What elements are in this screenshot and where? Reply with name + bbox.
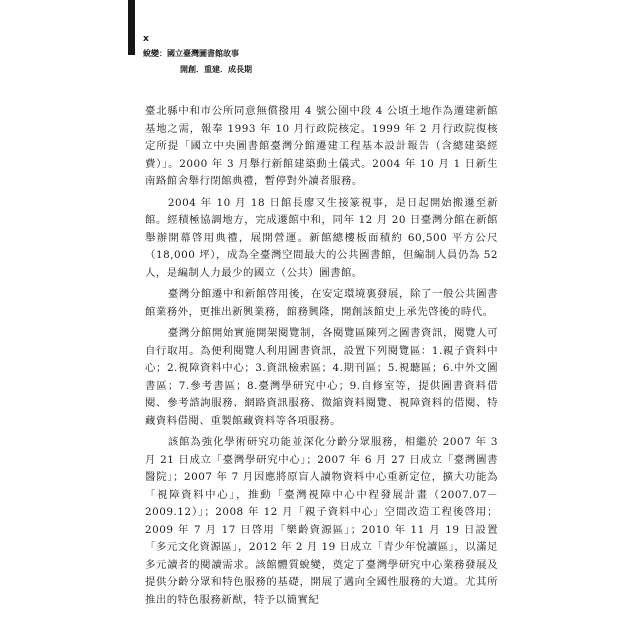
paragraph: 該館為強化學術研究功能並深化分齡分眾服務，相繼於 2007 年 3 月 21 日成立「臺灣學研究中心」；2007 年 6 月 27 日成立「臺灣圖書醫院」；2007 年 7 月因應將原盲人讀物資料中心重新定位，擴大功能為「視障資料中心」，推動「臺灣視障中心中程發展計畫（2007.07－2009.12）」；2008 年 12 月「親子資料中心」空間改造工程後啓用；2009 年 7 月 17 日啓用「樂齡資源區」；2010 年 11 月 19 日設置「多元文化資源區」，2012 年 2 月 19 日成立「青少年悅讀區」，以滿足多元讀者的閱讀需求。該館體質蛻變，奠定了臺灣學研究中心業務發展及提供分齡分眾和特色服務的基礎，開展了邁向全國性服務的大道。尤其所推出的特色服務新猷，特予以簡實紀 xyxy=(145,436,498,606)
page-edge-tab xyxy=(128,0,135,55)
running-head-subtitle: 開創．重建．成長期 xyxy=(180,65,252,74)
page-number: x xyxy=(143,34,149,44)
paragraph: 2004 年 10 月 18 日館長廖又生接篆視事，是日起開始搬遷至新館。經積極協調地方，完成遷館中和，同年 12 月 20 日臺灣分館在新館舉辦開幕啓用典禮，展開營運。新館總樓板面積約 60,500 平方公尺（18,000 坪），成為全臺灣空間最大的公共圖書館，但編制人員仍為 52 人，是編制人力最少的國立（公共）圖書館。 xyxy=(145,196,498,279)
paragraph: 臺北縣中和市公所同意無償撥用 4 號公園中段 4 公頃土地作為遷建新館基地之需，報奉 1993 年 10 月行政院核定。1999 年 2 月行政院復核定所提「國立中央圖書館臺灣分館遷建工程基本設計報告（含總建築經費）」。2000 年 3 月舉行新館建築動土儀式。2004 年 10 月 1 日新生南路館舍舉行閉館典禮，暫停對外讀者服務。 xyxy=(145,105,498,187)
paragraph: 臺灣分館遷中和新館啓用後，在安定環境裏發展，除了一般公共圖書館業務外，更推出新興業務，館務興隆，開創該館史上承先啓後的時代。 xyxy=(145,288,498,318)
running-head-title: 蛻變：國立臺灣圖書館故事 xyxy=(143,49,239,58)
paragraph: 臺灣分館開始實施開架閱覽制，各閱覽區陳列之圖書資訊，閱覽人可自行取用。為便利閱覽人利用圖書資訊，設置下列閱覽區：1.親子資料中心；2.視障資料中心；3.資訊檢索區；4.期刊區；5.視聽區；6.中外文圖書區；7.參考書區；8.臺灣學研究中心；9.自修室等，提供圖書資料借閱、參考諮詢服務、網路資訊服務、微縮資料閱覽、視障資料的借閱、特藏資料借閱、重製館藏資料等各項服務。 xyxy=(145,327,498,427)
body-text xyxy=(145,103,498,613)
